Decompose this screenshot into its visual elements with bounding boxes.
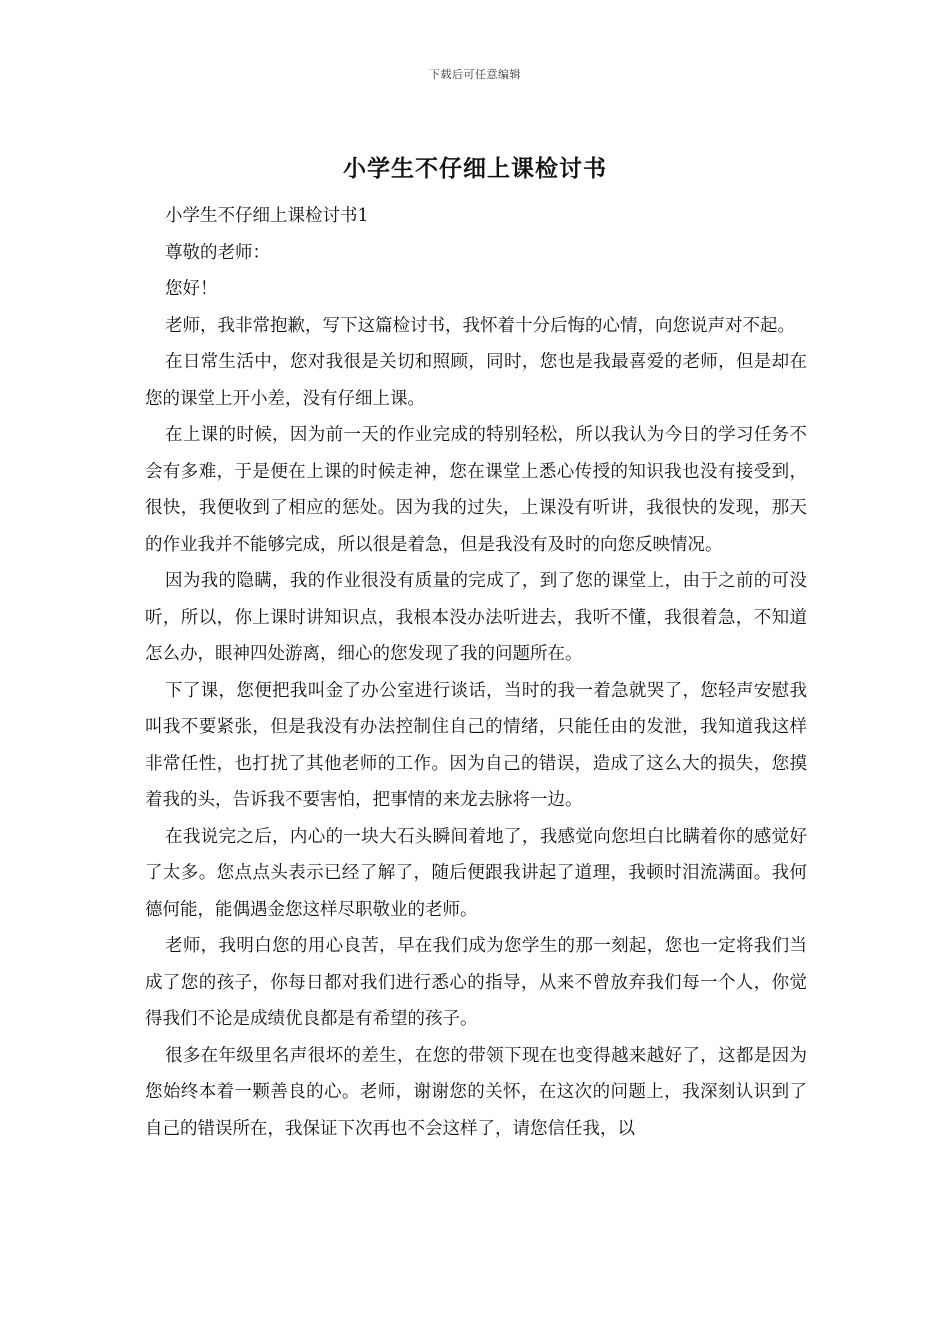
paragraph-subtitle: 小学生不仔细上课检讨书1	[165, 206, 369, 226]
paragraph: 很多在年级里名声很坏的差生，在您的带领下现在也变得越来越好了，这都是因为您始终本着一颗善良的心。老师，谢谢您的关怀，在这次的问题上，我深刻认识到了自己的错误所在，我保证下次再也不会这样了，请您信任我，以	[145, 1045, 807, 1139]
paragraph-greeting: 您好！	[165, 279, 218, 299]
document-title: 小学生不仔细上课检讨书	[343, 155, 607, 182]
header-note: 下载后可任意编辑	[429, 68, 521, 81]
paragraph: 在日常生活中，您对我很是关切和照顾，同时，您也是我最喜爱的老师，但是却在您的课堂上开小差，没有仔细上课。	[145, 352, 807, 409]
paragraph: 因为我的隐瞒，我的作业很没有质量的完成了，到了您的课堂上，由于之前的可没听，所以，你上课时讲知识点，我根本没办法听进去，我听不懂，我很着急，不知道怎么办，眼神四处游离，细心的您发现了我的问题所在。	[145, 571, 807, 664]
paragraph: 下了课，您便把我叫金了办公室进行谈话，当时的我一着急就哭了，您轻声安慰我叫我不要紧张，但是我没有办法控制住自己的情绪，只能任由的发泄，我知道我这样非常任性，也打扰了其他老师的工作。因为自己的错误，造成了这么大的损失，您摸着我的头，告诉我不要害怕，把事情的来龙去脉将一边。	[145, 680, 807, 810]
document-body	[145, 198, 807, 1147]
paragraph: 在我说完之后，内心的一块大石头瞬间着地了，我感觉向您坦白比瞒着你的感觉好了太多。您点点头表示已经了解了，随后便跟我讲起了道理，我顿时泪流满面。我何德何能，能偶遇金您这样尽职敬业的老师。	[145, 826, 807, 920]
paragraph: 老师，我明白您的用心良苦，早在我们成为您学生的那一刻起，您也一定将我们当成了您的孩子，你每日都对我们进行悉心的指导，从来不曾放弃我们每一个人，你觉得我们不论是成绩优良都是有希望的孩子。	[145, 936, 807, 1029]
paragraph: 在上课的时候，因为前一天的作业完成的特别轻松，所以我认为今日的学习任务不会有多难，于是便在上课的时候走神，您在课堂上悉心传授的知识我也没有接受到，很快，我便收到了相应的惩处。因为我的过失，上课没有听讲，我很快的发现，那天的作业我并不能够完成，所以很是着急，但是我没有及时的向您反映情况。	[145, 425, 807, 555]
paragraph: 老师，我非常抱歉，写下这篇检讨书，我怀着十分后悔的心情，向您说声对不起。	[165, 315, 795, 336]
paragraph-salutation: 尊敬的老师：	[165, 242, 270, 263]
